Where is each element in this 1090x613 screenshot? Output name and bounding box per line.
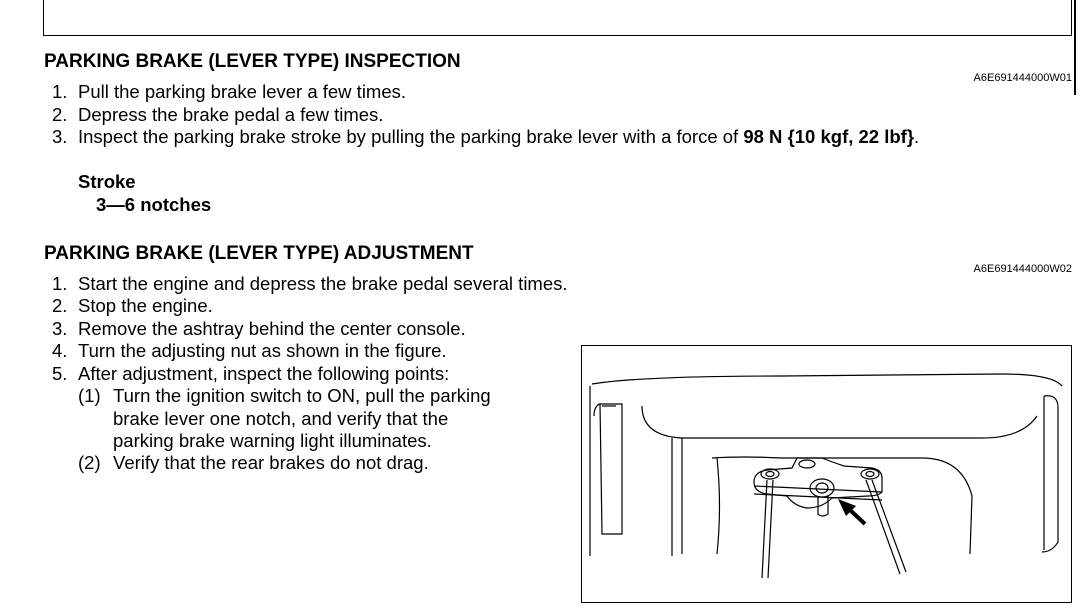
figure-illustration	[582, 346, 1071, 602]
spec-value: 3—6 notches	[96, 194, 212, 215]
adjusting-nut-figure	[581, 345, 1072, 603]
adjustment-step	[0, 340, 570, 363]
substep-line: Verify that the rear brakes do not drag.	[113, 452, 429, 473]
adjustment-step	[0, 273, 700, 296]
adjustment-heading: PARKING BRAKE (LEVER TYPE) ADJUSTMENT	[44, 243, 474, 264]
step-number: 5.	[52, 363, 68, 384]
substep-number: (2)	[78, 452, 101, 473]
adjustment-step	[0, 295, 700, 318]
step-number: 2.	[52, 295, 68, 316]
substep-line: parking brake warning light illuminates.	[113, 430, 432, 451]
step-text: Start the engine and depress the brake pedal several times.	[78, 273, 568, 294]
step-text: After adjustment, inspect the following points:	[78, 363, 450, 384]
step-number: 1.	[52, 273, 68, 294]
step-number: 3.	[52, 126, 68, 147]
inspection-step	[0, 126, 1090, 149]
step-text: Stop the engine.	[78, 295, 213, 316]
step-text: Turn the adjusting nut as shown in the figure.	[78, 340, 447, 361]
substep-line: brake lever one notch, and verify that the	[113, 408, 449, 429]
inspection-code: A6E691444000W01	[973, 72, 1072, 84]
substep-line: Turn the ignition switch to ON, pull the parking	[113, 385, 491, 406]
inspection-heading: PARKING BRAKE (LEVER TYPE) INSPECTION	[44, 51, 461, 72]
step-text: Depress the brake pedal a few times.	[78, 104, 384, 125]
step-number: 3.	[52, 318, 68, 339]
adjustment-step	[0, 318, 700, 341]
step-number: 4.	[52, 340, 68, 361]
step-text: Remove the ashtray behind the center console.	[78, 318, 466, 339]
inspection-step	[0, 104, 1090, 127]
adjustment-step	[0, 363, 570, 386]
inspection-step	[0, 81, 1090, 104]
step-text-line	[78, 126, 919, 148]
spec-label: Stroke	[78, 171, 136, 192]
step-number: 2.	[52, 104, 68, 125]
adjustment-code: A6E691444000W02	[973, 263, 1072, 275]
substep-number: (1)	[78, 385, 101, 406]
step-text-end: .	[914, 126, 920, 147]
step-number: 1.	[52, 81, 68, 102]
step-text: Pull the parking brake lever a few times.	[78, 81, 407, 102]
page-title-box	[43, 0, 1072, 36]
force-value: 98 N {10 kgf, 22 lbf}	[743, 126, 915, 147]
step-text: Inspect the parking brake stroke by pulling the parking brake lever with a force of	[78, 126, 744, 147]
